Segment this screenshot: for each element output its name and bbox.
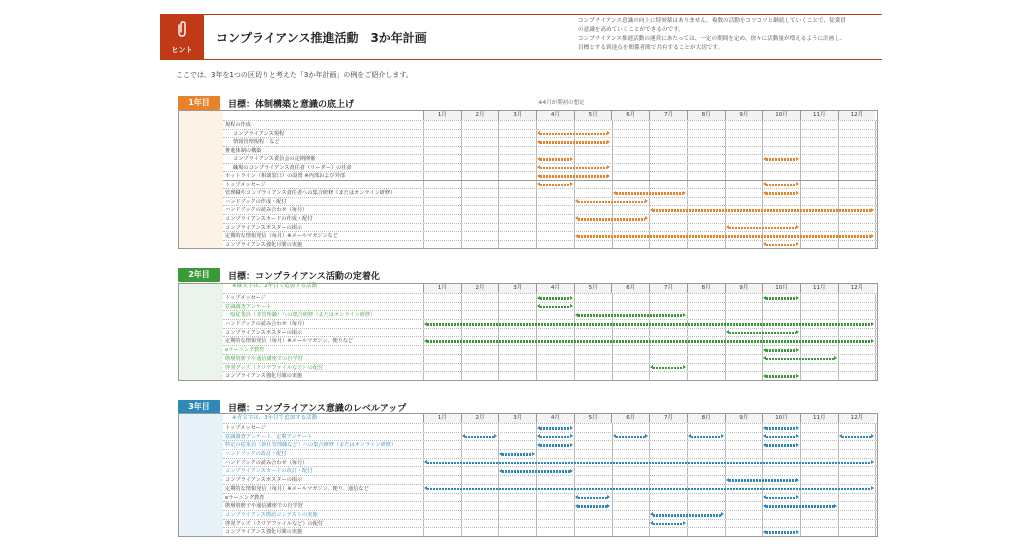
added-activity-note: ※青文字は、3年目で追加する活動 [232, 415, 318, 421]
month-label: 3月 [498, 111, 536, 120]
month-header [423, 284, 875, 293]
activity-label: コンプライアンス標語コンテストの実施 [225, 511, 318, 518]
schedule-bar [578, 497, 608, 500]
paperclip-icon [175, 20, 189, 38]
activity-label: 特定の従業員（新任管理職など）への集合研修（またはオンライン研修） [225, 442, 397, 449]
schedule-bar [427, 488, 871, 491]
month-label: 5月 [574, 111, 612, 120]
activity-label: コンプライアンス強化月間の実施 [225, 241, 303, 248]
plan-row [223, 345, 877, 354]
month-label: 12月 [838, 284, 876, 293]
schedule-bar [766, 531, 796, 534]
schedule-bar [766, 497, 796, 500]
plan-row [223, 188, 877, 197]
schedule-bar [766, 427, 796, 430]
activity-label: 意識調査アンケート、定期アンケート [225, 433, 313, 440]
month-label: 6月 [611, 414, 649, 423]
activity-label: ハンドブックの読み合わせ（毎月） [225, 459, 308, 466]
plan-row [223, 137, 877, 146]
month-label: 12月 [838, 111, 876, 120]
month-header [423, 414, 875, 423]
month-label: 6月 [611, 284, 649, 293]
schedule-bar [540, 427, 570, 430]
schedule-bar [540, 141, 607, 144]
month-label: 6月 [611, 111, 649, 120]
activity-label: 推進体制の構築 [225, 147, 262, 154]
schedule-bar [427, 340, 871, 343]
schedule-bar [766, 244, 796, 247]
plan-row [223, 197, 877, 206]
schedule-bar [616, 192, 683, 195]
activity-label: コンプライアンス規程 [233, 130, 285, 137]
year-badge: 1年目 [178, 96, 220, 110]
plan-row [223, 163, 877, 172]
plan-row [223, 205, 877, 214]
month-label: 9月 [725, 284, 763, 293]
schedule-bar [616, 436, 646, 439]
schedule-bar [578, 314, 683, 317]
activity-label: ハンドブックの読み合わせ（毎月） [225, 207, 308, 214]
plan-row [223, 146, 877, 155]
plan-row [223, 214, 877, 223]
schedule-bar [766, 349, 796, 352]
schedule-bar [766, 158, 796, 161]
month-label: 1月 [423, 284, 461, 293]
month-label: 8月 [687, 284, 725, 293]
month-label: 11月 [800, 111, 838, 120]
activity-label: コンプライアンスカードの作成・配付 [225, 216, 313, 223]
schedule-bar [766, 375, 796, 378]
hint-label: ヒント [171, 46, 193, 54]
activity-label: 意識調査アンケート [225, 303, 272, 310]
schedule-bar [465, 436, 495, 439]
schedule-bar [540, 175, 607, 178]
plan-row [223, 432, 877, 441]
year-goal: 目標：体制構築と意識の底上げ [228, 100, 355, 110]
schedule-bar [766, 505, 833, 508]
schedule-bar [502, 470, 569, 473]
schedule-bar [540, 306, 570, 309]
plan-row [223, 180, 877, 189]
plan-row [223, 293, 877, 302]
activity-label: コンプライアンス委員会の定期開催 [233, 156, 316, 163]
schedule-bar [766, 184, 796, 187]
month-label: 3月 [498, 414, 536, 423]
plan-row [223, 129, 877, 138]
year-badge: 2年目 [178, 268, 220, 282]
month-header [423, 111, 875, 120]
plan-row [223, 371, 877, 380]
activity-label: 定期的な情報発信（毎月）※メールマガジン、便りなど [225, 338, 354, 345]
activity-label: eラーニング教育 [225, 494, 265, 501]
schedule-bar [729, 332, 796, 335]
schedule-bar [540, 167, 607, 170]
month-label: 2月 [461, 111, 499, 120]
schedule-bar [578, 218, 645, 221]
activity-label: 啓発グッズ（クリアファイルなど）の配付 [225, 520, 324, 527]
plan-row [223, 171, 877, 180]
activity-label: コンプライアンス強化月間の実施 [225, 529, 303, 536]
plan-row [223, 302, 877, 311]
activity-label: 一般従業員（非管理職）への集合研修（またはオンライン研修） [225, 312, 376, 319]
activity-label: トップメッセージ [225, 295, 266, 301]
year-goal: 目標：コンプライアンス意識のレベルアップ [228, 404, 407, 414]
month-label: 3月 [498, 284, 536, 293]
month-label: 7月 [649, 414, 687, 423]
month-label: 7月 [649, 284, 687, 293]
schedule-bar [653, 209, 871, 212]
plan-row [223, 510, 877, 519]
hint-badge [160, 15, 204, 59]
month-label: 8月 [687, 111, 725, 120]
schedule-bar [766, 192, 796, 195]
fiscal-start-note: ※4月が期初の想定 [538, 100, 585, 106]
activity-label: 情報管理規程 など [233, 139, 280, 146]
category-band [179, 284, 223, 380]
category-band [179, 111, 223, 248]
plan-row [223, 120, 877, 129]
activity-label: 管理職やコンプライアンス責任者への集合研修（またはオンライン研修） [225, 190, 396, 197]
header-description: コンプライアンス意識の向上に特効薬はありません。複数の活動をコツコツと継続していくことで、従業員 の意識を高めていくことができるのです。 コンプライアンス推進活動の運営にあたっては、一定の期間を定め、徐々に活動量が増えるように計画し、 目標とする到達点を関係者間で共有することが大切です。 [578, 18, 846, 51]
schedule-bar [766, 358, 833, 361]
schedule-bar [540, 436, 570, 439]
plan-row [223, 466, 877, 475]
month-label: 2月 [461, 414, 499, 423]
activity-label: 階層別冊子や通信講座での自学習 [225, 503, 303, 510]
year-goal: 目標：コンプライアンス活動の定着化 [228, 272, 380, 282]
plan-row [223, 501, 877, 510]
activity-label: 啓発グッズ（クリアファイルなど）の配付 [225, 364, 324, 371]
month-label: 5月 [574, 414, 612, 423]
month-label: 11月 [800, 414, 838, 423]
hint-header [160, 14, 882, 60]
schedule-bar [427, 323, 871, 326]
schedule-bar [653, 523, 683, 526]
added-activity-note: ※緑文字は、2年目で追加する活動 [232, 283, 318, 289]
schedule-bar [729, 227, 796, 230]
activity-label: コンプライアンスポスターの掲示 [225, 477, 303, 484]
month-label: 10月 [762, 284, 800, 293]
month-label: 4月 [536, 414, 574, 423]
schedule-bar [766, 444, 796, 447]
plan-row [223, 527, 877, 536]
plan-row [223, 154, 877, 163]
schedule-bar [578, 505, 608, 508]
schedule-bar [540, 158, 570, 161]
schedule-bar [653, 514, 720, 517]
month-label: 1月 [423, 414, 461, 423]
category-band [179, 414, 223, 536]
schedule-bar [578, 235, 872, 238]
activity-label: 階層別冊子や通信講座での自学習 [225, 355, 303, 362]
plan-row [223, 354, 877, 363]
plan-row [223, 310, 877, 319]
plan-row [223, 440, 877, 449]
month-label: 9月 [725, 414, 763, 423]
gantt-table [178, 283, 878, 381]
plan-row [223, 519, 877, 528]
plan-row [223, 240, 877, 249]
activity-label: ハンドブックの読み合わせ（毎月） [225, 321, 308, 328]
gantt-table [178, 413, 878, 537]
activity-label: トップメッセージ [225, 425, 266, 431]
activity-label: コンプライアンスポスターの掲示 [225, 329, 303, 336]
activity-label: コンプライアンスカードの改訂・配付 [225, 468, 313, 475]
gantt-table [178, 110, 878, 249]
plan-row [223, 231, 877, 240]
intro-text: ここでは、3年を1つの区切りと考えた「3か年計画」の例をご紹介します。 [176, 71, 413, 79]
month-label: 9月 [725, 111, 763, 120]
plan-row [223, 458, 877, 467]
plan-row [223, 328, 877, 337]
schedule-bar [540, 444, 570, 447]
activity-label: 定期的な情報発信（毎月）※メールマガジンなど [225, 233, 339, 240]
plan-row [223, 423, 877, 432]
plan-row [223, 484, 877, 493]
schedule-bar [578, 201, 645, 204]
schedule-bar [653, 367, 683, 370]
activity-label: 規程の作成 [225, 122, 251, 128]
schedule-bar [427, 462, 871, 465]
schedule-bar [842, 436, 872, 439]
month-label: 4月 [536, 111, 574, 120]
plan-row [223, 475, 877, 484]
schedule-bar [540, 184, 570, 187]
activity-label: ホットライン（相談窓口）の設置 ※内部および外部 [225, 173, 345, 180]
activity-label: ハンドブックの作成・配付 [225, 198, 287, 205]
month-label: 4月 [536, 284, 574, 293]
schedule-bar [540, 133, 607, 136]
activity-label: eラーニング教育 [225, 347, 265, 354]
month-label: 12月 [838, 414, 876, 423]
schedule-bar [502, 453, 532, 456]
plan-row [223, 493, 877, 502]
plan-row [223, 319, 877, 328]
plan-row [223, 449, 877, 458]
page-title: コンプライアンス推進活動 3か年計画 [216, 31, 427, 45]
activity-label: 定期的な情報発信（毎月）※メールマガジン、便り、通信など [225, 485, 369, 492]
month-label: 1月 [423, 111, 461, 120]
month-label: 2月 [461, 284, 499, 293]
year-badge: 3年目 [178, 400, 220, 414]
month-label: 8月 [687, 414, 725, 423]
schedule-bar [766, 436, 796, 439]
plan-row [223, 363, 877, 372]
activity-label: コンプライアンス強化月間の実施 [225, 373, 303, 380]
activity-label: ハンドブックの改訂・配付 [225, 451, 287, 458]
schedule-bar [766, 297, 796, 300]
month-label: 5月 [574, 284, 612, 293]
activity-label: コンプライアンスポスターの掲示 [225, 224, 303, 231]
schedule-bar [729, 479, 796, 482]
month-label: 10月 [762, 111, 800, 120]
plan-row [223, 336, 877, 345]
activity-label: 職場のコンプライアンス責任者（リーダー）の任命 [233, 164, 352, 171]
activity-label: トップメッセージ [225, 181, 266, 188]
schedule-bar [691, 436, 721, 439]
month-label: 11月 [800, 284, 838, 293]
schedule-bar [540, 297, 570, 300]
month-label: 10月 [762, 414, 800, 423]
month-label: 7月 [649, 111, 687, 120]
plan-row [223, 223, 877, 232]
